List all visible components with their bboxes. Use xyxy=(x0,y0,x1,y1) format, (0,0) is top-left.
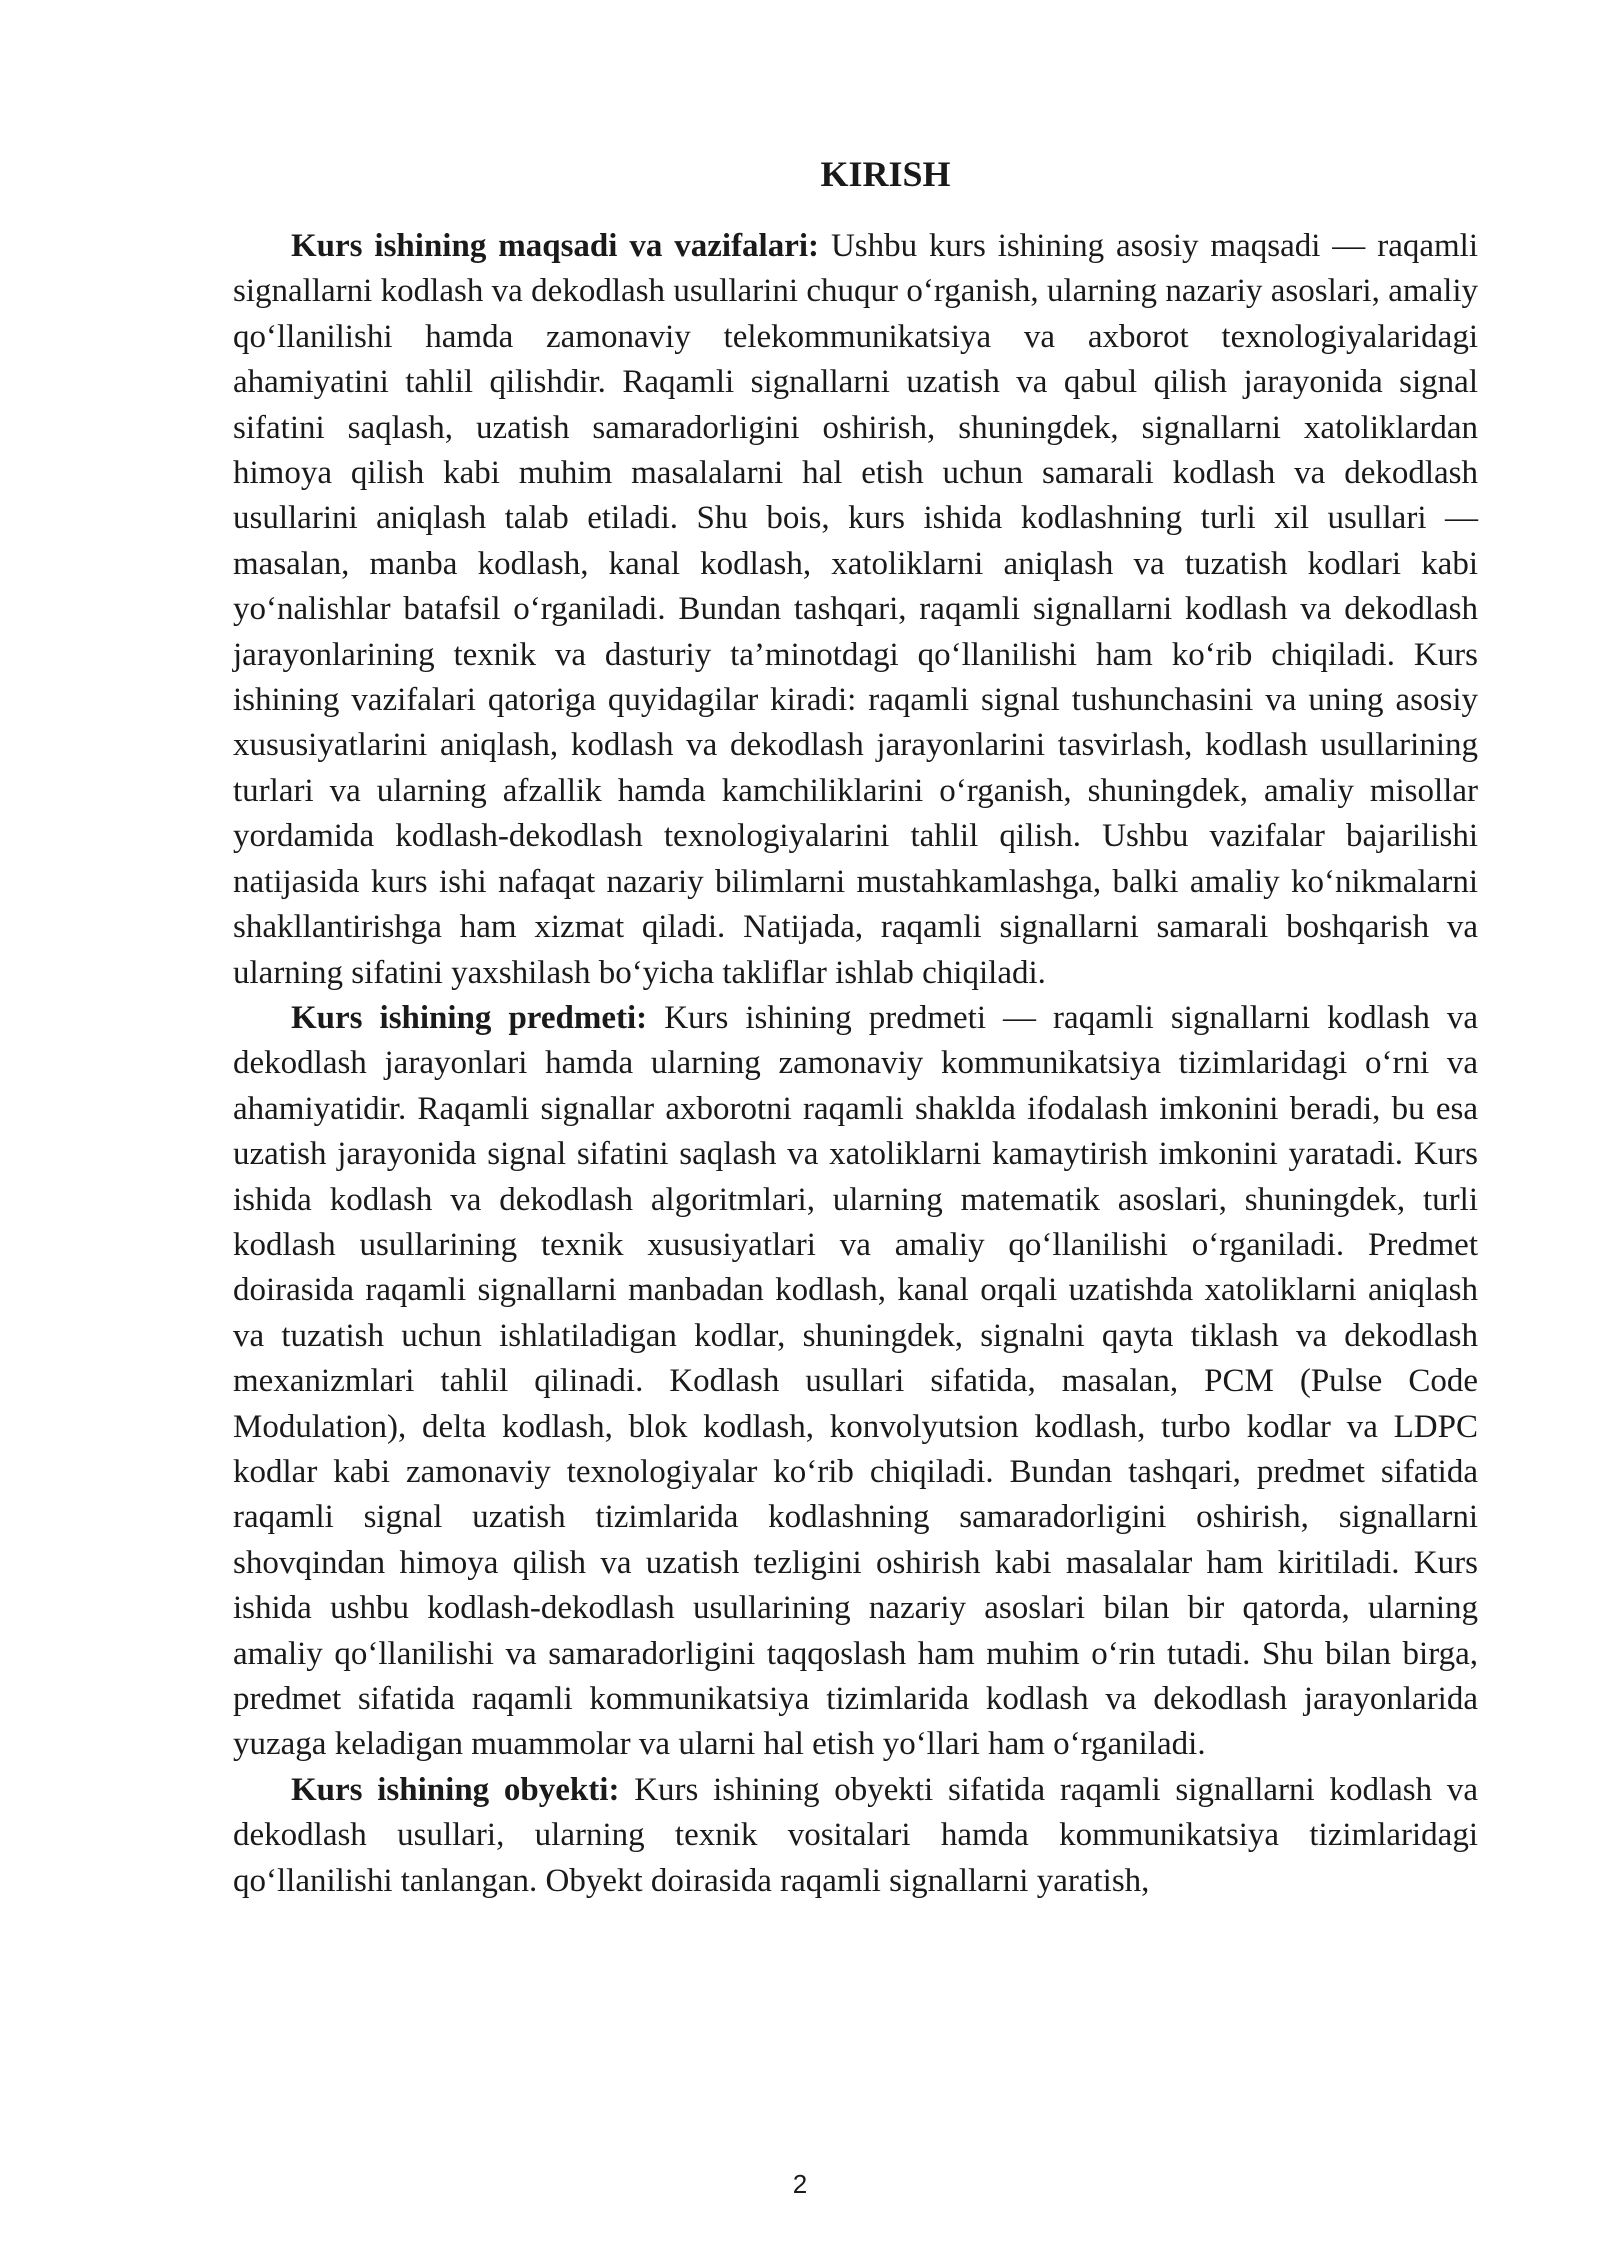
page-title: KIRISH xyxy=(820,154,951,194)
document-page xyxy=(233,150,1478,1904)
section-subject-text: Kurs ishining predmeti — raqamli signallarni kodlash va dekodlash jarayonlari hamda ularning zamonaviy kommunikatsiya tizimlaridagi o‘rni va ahamiyatidir. Raqamli signallar axborotni raqamli shaklda ifodalash imkonini beradi, bu esa uzatish jarayonida signal sifatini saqlash va xatoliklarni kamaytirish imkonini yaratadi. Kurs ishida kodlash va dekodlash algoritmlari, ularning matematik asoslari, shuningdek, turli kodlash usullarining texnik xususiyatlari va amaliy qo‘llanilishi o‘rganiladi. Predmet doirasida raqamli signallarni manbadan kodlash, kanal orqali uzatishda xatoliklarni aniqlash va tuzatish uchun ishlatiladigan kodlar, shuningdek, signalni qayta tiklash va dekodlash mexanizmlari tahlil qilinadi. Kodlash usullari sifatida, masalan, PCM (Pulse Code Modulation), delta kodlash, blok kodlash, konvolyutsion kodlash, turbo kodlar va LDPC kodlar kabi zamonaviy texnologiyalar ko‘rib chiqiladi. Bundan tashqari, predmet sifatida raqamli signal uzatish tizimlarida kodlashning samaradorligini oshirish, signallarni shovqindan himoya qilish va uzatish tezligini oshirish kabi masalalar ham kiritiladi. Kurs ishida ushbu kodlash-dekodlash usullarining nazariy asoslari bilan bir qatorda, ularning amaliy qo‘llanilishi va samaradorligini taqqoslash ham muhim o‘rin tutadi. Shu bilan birga, predmet sifatida raqamli kommunikatsiya tizimlarida kodlash va dekodlash jarayonlarida yuzaga keladigan muammolar va ularni hal etish yo‘llari ham o‘rganiladi. xyxy=(233,999,1479,1763)
section-goals-paragraph xyxy=(233,224,1478,996)
section-goals-heading: Kurs ishining maqsadi va vazifalari: xyxy=(291,228,820,264)
section-goals-text: Ushbu kurs ishining asosiy maqsadi — raqamli signallarni kodlash va dekodlash usullarini chuqur o‘rganish, ularning nazariy asoslari, amaliy qo‘llanilishi hamda zamonaviy telekommunikatsiya va axborot texnologiyalaridagi ahamiyatini tahlil qilishdir. Raqamli signallarni uzatish va qabul qilish jarayonida signal sifatini saqlash, uzatish samaradorligini oshirish, shuningdek, signallarni xatoliklardan himoya qilish kabi muhim masalalarni hal etish uchun samarali kodlash va dekodlash usullarini aniqlash talab etiladi. Shu bois, kurs ishida kodlashning turli xil usullari — masalan, manba kodlash, kanal kodlash, xatoliklarni aniqlash va tuzatish kodlari kabi yo‘nalishlar batafsil o‘rganiladi. Bundan tashqari, raqamli signallarni kodlash va dekodlash jarayonlarining texnik va dasturiy ta’minotdagi qo‘llanilishi ham ko‘rib chiqiladi. Kurs ishining vazifalari qatoriga quyidagilar kiradi: raqamli signal tushunchasini va uning asosiy xususiyatlarini aniqlash, kodlash va dekodlash jarayonlarini tasvirlash, kodlash usullarining turlari va ularning afzallik hamda kamchiliklarini o‘rganish, shuningdek, amaliy misollar yordamida kodlash-dekodlash texnologiyalarini tahlil qilish. Ushbu vazifalar bajarilishi natijasida kurs ishi nafaqat nazariy bilimlarni mustahkamlashga, balki amaliy ko‘nikmalarni shakllantirishga ham xizmat qiladi. Natijada, raqamli signallarni samarali boshqarish va ularning sifatini yaxshilash bo‘yicha takliflar ishlab chiqiladi. xyxy=(233,228,1478,991)
section-subject-paragraph xyxy=(233,996,1478,1768)
page-number: 2 xyxy=(792,2169,808,2199)
section-subject-heading: Kurs ishining predmeti: xyxy=(291,999,648,1036)
section-object-text: Kurs ishining obyekti sifatida raqamli signallarni kodlash va dekodlash usullari, ularning texnik vositalari hamda kommunikatsiya tizimlaridagi qo‘llanilishi tanlangan. Obyekt doirasida raqamli signallarni yaratish, xyxy=(233,1771,1479,1899)
section-object-paragraph xyxy=(233,1768,1478,1904)
section-object-heading: Kurs ishining obyekti: xyxy=(291,1771,620,1808)
